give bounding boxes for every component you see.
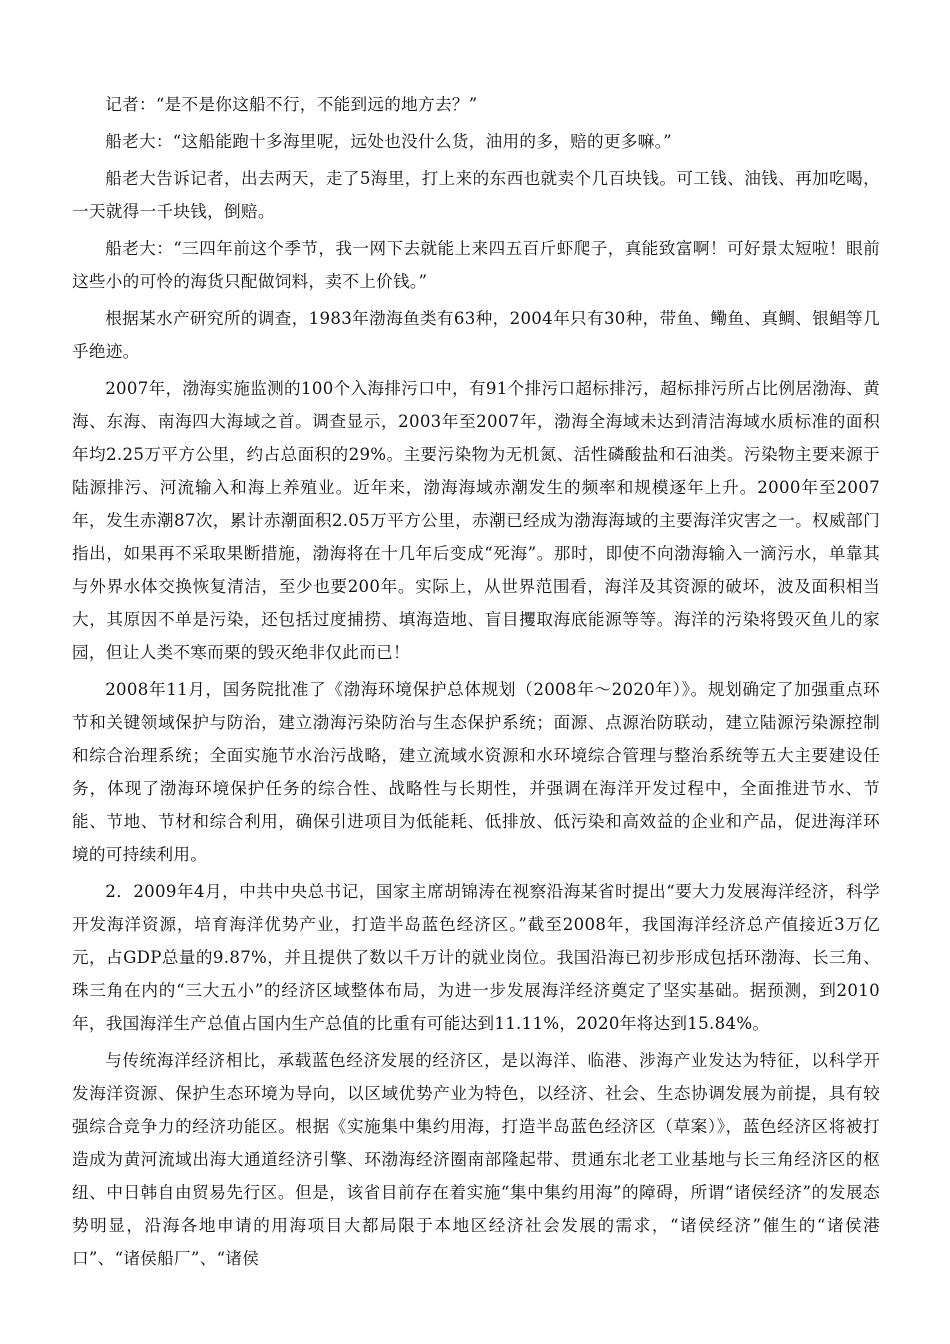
document-page (72, 88, 880, 1279)
paragraph-bohai-plan: 2008年11月，国务院批准了《渤海环境保护总体规划（2008年～2020年）》。规划确定了加强重点环节和关键领域保护与防治，建立渤海污染防治与生态保护系统；面源、点源治防联动，建立陆源污染源控制和综合治理系统；全面实施节水治污战略，建立流域水资源和水环境综合管理与整治系统等五大主要建设任务，体现了渤海环境保护任务的综合性、战略性与长期性，并强调在海洋开发过程中，全面推进节水、节能、节地、节材和综合利用，确保引进项目为低能耗、低排放、低污染和高效益的企业和产品，促进海洋环境的可持续利用。 (72, 680, 880, 864)
paragraph-economic-zone: 与传统海洋经济相比，承载蓝色经济发展的经济区，是以海洋、临港、涉海产业发达为特征，以科学开发海洋资源、保护生态环境为导向，以区域优势产业为特色，以经济、社会、生态协调发展为前提，具有较强综合竞争力的经济功能区。根据《实施集中集约用海，打造半岛蓝色经济区（草案）》，蓝色经济区将被打造成为黄河流域出海大通道经济引擎、环渤海经济圈南部隆起带、贯通东北老工业基地与长三角经济区的枢纽、中日韩自由贸易先行区。但是，该省目前存在着实施“集中集约用海”的障碍，所谓“诸侯经济”的发展态势明显，沿海各地申请的用海项目大都局限于本地区经济社会发展的需求，“诸侯经济”催生的“诸侯港口”、“诸侯船厂”、“诸侯 (72, 1051, 880, 1268)
paragraph-fish-survey: 根据某水产研究所的调查，1983年渤海鱼类有63种，2004年只有30种，带鱼、鳓鱼、真鲷、银鲳等几乎绝迹。 (72, 309, 880, 361)
paragraph-pollution-2007: 2007年，渤海实施监测的100个入海排污口中，有91个排污口超标排污，超标排污所占比例居渤海、黄海、东海、南海四大海域之首。调查显示，2003年至2007年，渤海全海域未达到清洁海域水质标准的面积年均2.25万平方公里，约占总面积的29%。主要污染物为无机氮、活性磷酸盐和石油类。污染物主要来源于陆源排污、河流输入和海上养殖业。近年来，渤海海域赤潮发生的频率和规模逐年上升。2000年至2007年，发生赤潮87次，累计赤潮面积2.05万平方公里，赤潮已经成为渤海海域的主要海洋灾害之一。权威部门指出，如果再不采取果断措施，渤海将在十几年后变成“死海”。那时，即使不向渤海输入一滴污水，单靠其与外界水体交换恢复清洁，至少也要200年。实际上，从世界范围看，海洋及其资源的破坏，波及面积相当大，其原因不单是污染，还包括过度捕捞、填海造地、盲目攫取海底能源等等。海洋的污染将毁灭鱼儿的家园，但让人类不寒而栗的毁灭绝非仅此而已！ (72, 379, 880, 662)
paragraph-captain-account: 船老大告诉记者，出去两天，走了5海里，打上来的东西也就卖个几百块钱。可工钱、油钱、再加吃喝，一天就得一千块钱，倒赔。 (72, 169, 880, 221)
paragraph-captain-reply-1: 船老大：“这船能跑十多海里呢，远处也没什么货，油用的多，赔的更多嘛。” (105, 132, 672, 151)
paragraph-blue-economy: 2．2009年4月，中共中央总书记，国家主席胡锦涛在视察沿海某省时提出“要大力发展海洋经济，科学开发海洋资源，培育海洋优势产业，打造半岛蓝色经济区。”截至2008年，我国海洋经济总产值接近3万亿元，占GDP总量的9.87%，并且提供了数以千万计的就业岗位。我国沿海已初步形成包括环渤海、长三角、珠三角在内的“三大五小”的经济区域整体布局，为进一步发展海洋经济奠定了坚实基础。据预测，到2010年，我国海洋生产总值占国内生产总值的比重有可能达到11.11%，2020年将达到15.84%。 (72, 882, 880, 1033)
paragraph-reporter-question: 记者：“是不是你这船不行，不能到远的地方去？” (105, 95, 478, 114)
paragraph-captain-reply-2: 船老大：“三四年前这个季节，我一网下去就能上来四五百斤虾爬子，真能致富啊！可好景太短啦！眼前这些小的可怜的海货只配做饲料，卖不上价钱。” (72, 239, 880, 291)
